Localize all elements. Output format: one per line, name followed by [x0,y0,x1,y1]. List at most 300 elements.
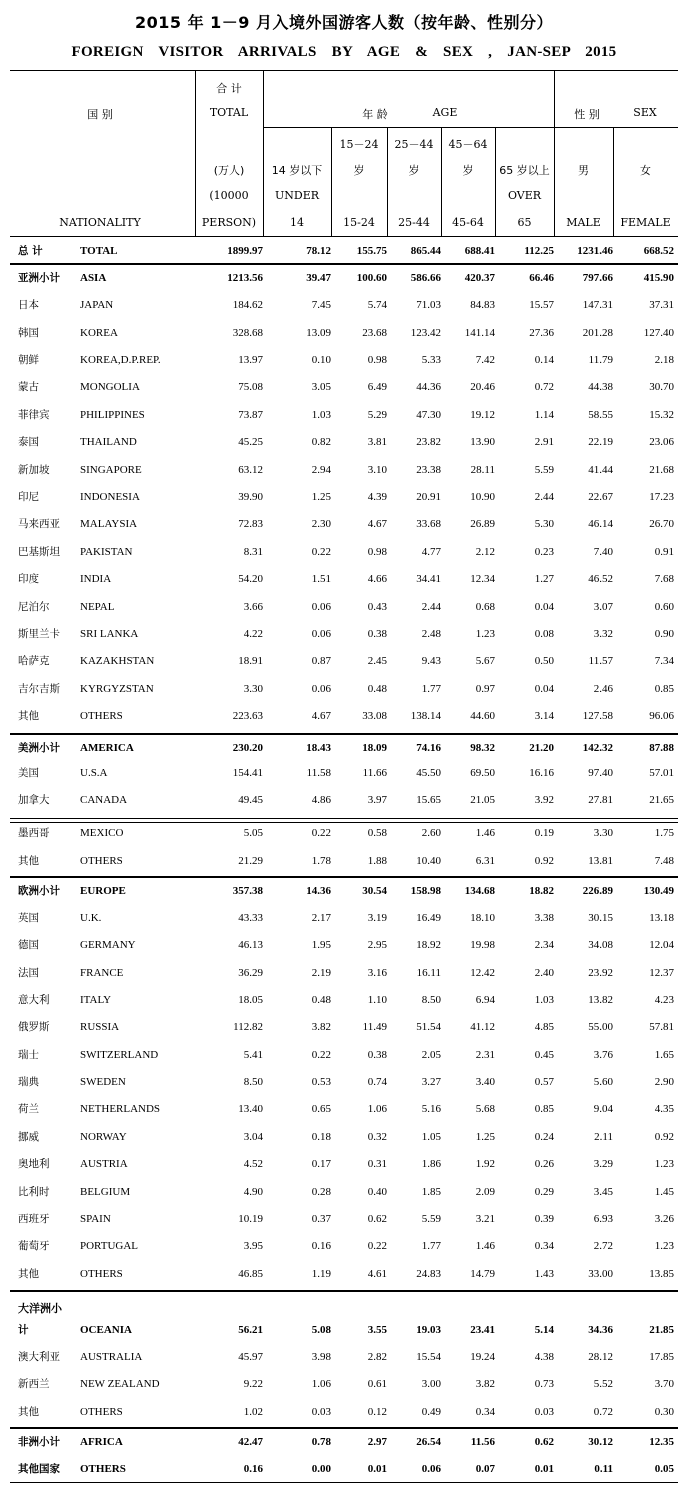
country-name-en: SWEDEN [80,1076,126,1088]
age25-header-range: 25－44 [394,138,434,151]
value-cell: 5.52 [593,1378,613,1390]
country-name-en: OTHERS [80,1406,123,1418]
value-cell: 17.23 [649,491,674,503]
value-cell: 37.31 [649,299,674,311]
value-cell: 0.48 [367,683,387,695]
value-cell: 18.05 [238,994,263,1006]
table-row [10,539,678,566]
value-cell: 18.43 [306,742,331,754]
value-cell: 4.39 [367,491,387,503]
value-cell: 7.48 [654,855,674,867]
value-cell: 2.18 [654,354,674,366]
value-cell: 797.66 [582,272,613,284]
country-name-en: GERMANY [80,939,136,951]
value-cell: 1.25 [475,1131,495,1143]
age15-header-en: 15-24 [343,216,375,229]
value-cell: 0.34 [475,1406,495,1418]
country-name-en: AUSTRIA [80,1158,128,1170]
country-name-en: KYRGYZSTAN [80,683,154,695]
value-cell: 5.67 [475,655,495,667]
value-cell: 3.40 [475,1076,495,1088]
country-name-cn: 西班牙 [18,1213,50,1225]
value-cell: 2.97 [367,1436,387,1448]
value-cell: 4.35 [654,1103,674,1115]
value-cell: 2.19 [311,967,331,979]
value-cell: 0.65 [311,1103,331,1115]
table-row [10,1179,678,1206]
value-cell: 27.81 [588,794,613,806]
value-cell: 0.29 [534,1186,554,1198]
country-name-en: PHILIPPINES [80,409,145,421]
value-cell: 1.23 [654,1158,674,1170]
country-name-en: OTHERS [80,1463,126,1475]
country-name-cn: 菲律宾 [18,409,50,421]
country-name-cn: 意大利 [18,994,50,1006]
section-rule [10,1290,678,1292]
value-cell: 11.79 [588,354,613,366]
value-cell: 0.91 [654,546,674,558]
value-cell: 23.82 [416,436,441,448]
value-cell: 3.92 [534,794,554,806]
value-cell: 2.91 [534,436,554,448]
value-cell: 1.43 [534,1268,554,1280]
value-cell: 33.68 [416,518,441,530]
sex-header-cn: 性 别 [574,108,600,121]
under14-header-cn: 14 岁以下 [271,164,323,177]
value-cell: 1.19 [311,1268,331,1280]
subtotal-row [10,735,678,762]
value-cell: 30.70 [649,381,674,393]
value-cell: 1.46 [475,827,495,839]
value-cell: 45.97 [238,1351,263,1363]
value-cell: 4.77 [421,546,441,558]
value-cell: 43.33 [238,912,263,924]
value-cell: 18.82 [529,885,554,897]
value-cell: 3.30 [243,683,263,695]
value-cell: 13.09 [306,327,331,339]
table-row [10,932,678,959]
value-cell: 123.42 [410,327,441,339]
value-cell: 0.85 [534,1103,554,1115]
country-name-cn: 吉尔吉斯 [18,683,60,695]
over65-header-en-2: 65 [517,216,532,229]
table-row [10,511,678,538]
country-name-cn: 其他 [18,710,39,722]
value-cell: 5.14 [534,1324,554,1336]
value-cell: 138.14 [410,710,441,722]
value-cell: 46.85 [238,1268,263,1280]
total-header-en: TOTAL [209,106,249,119]
value-cell: 8.31 [243,546,263,558]
value-cell: 1.10 [367,994,387,1006]
total-unit-en-2: PERSON) [201,216,257,229]
value-cell: 75.08 [238,381,263,393]
value-cell: 10.90 [470,491,495,503]
value-cell: 55.00 [588,1021,613,1033]
value-cell: 18.09 [362,742,387,754]
value-cell: 36.29 [238,967,263,979]
value-cell: 147.31 [582,299,613,311]
country-name-cn: 德国 [18,939,39,951]
age25-header-cn: 岁 [408,164,420,177]
country-name-cn: 比利时 [18,1186,50,1198]
value-cell: 8.50 [243,1076,263,1088]
value-cell: 142.32 [582,742,613,754]
table-row [10,760,678,787]
value-cell: 30.54 [362,885,387,897]
value-cell: 0.40 [367,1186,387,1198]
value-cell: 3.16 [367,967,387,979]
country-name-en: ITALY [80,994,112,1006]
country-name-en: AUSTRALIA [80,1351,143,1363]
value-cell: 34.08 [588,939,613,951]
value-cell: 2.40 [534,967,554,979]
value-cell: 12.34 [470,573,495,585]
subtotal-row [10,238,678,265]
value-cell: 3.00 [421,1378,441,1390]
value-cell: 226.89 [582,885,613,897]
value-cell: 2.72 [593,1240,613,1252]
value-cell: 4.90 [243,1186,263,1198]
value-cell: 69.50 [470,767,495,779]
value-cell: 21.65 [649,794,674,806]
value-cell: 0.50 [534,655,554,667]
value-cell: 47.30 [416,409,441,421]
value-cell: 3.98 [311,1351,331,1363]
country-name-cn: 韩国 [18,327,39,339]
value-cell: 7.45 [311,299,331,311]
value-cell: 28.11 [470,464,495,476]
value-cell: 0.92 [654,1131,674,1143]
table-row [10,703,678,730]
value-cell: 0.12 [367,1406,387,1418]
value-cell: 5.30 [534,518,554,530]
age15-header-range: 15－24 [339,138,379,151]
value-cell: 1.51 [311,573,331,585]
value-cell: 2.95 [367,939,387,951]
value-cell: 51.54 [416,1021,441,1033]
value-cell: 420.37 [464,272,495,284]
country-name-en: KOREA,D.P.REP. [80,354,161,366]
value-cell: 9.04 [593,1103,613,1115]
country-name-cn: 朝鲜 [18,354,39,366]
value-cell: 11.66 [362,767,387,779]
value-cell: 23.41 [470,1324,495,1336]
value-cell: 87.88 [649,742,674,754]
section-gap-rule [10,818,678,819]
over65-header-cn: 65 岁以上 [499,164,550,177]
value-cell: 3.55 [367,1324,387,1336]
value-cell: 1.88 [367,855,387,867]
value-cell: 0.06 [311,628,331,640]
value-cell: 44.38 [588,381,613,393]
table-row [10,1344,678,1371]
value-cell: 7.68 [654,573,674,585]
country-name-en: AFRICA [80,1436,123,1448]
value-cell: 3.10 [367,464,387,476]
table-row [10,1124,678,1151]
country-name-en: PAKISTAN [80,546,133,558]
value-cell: 45.25 [238,436,263,448]
value-cell: 2.90 [654,1076,674,1088]
value-cell: 155.75 [356,245,387,257]
value-cell: 0.05 [654,1463,674,1475]
value-cell: 112.82 [233,1021,263,1033]
value-cell: 3.82 [475,1378,495,1390]
value-cell: 58.55 [588,409,613,421]
value-cell: 0.73 [534,1378,554,1390]
value-cell: 18.92 [416,939,441,951]
country-name-cn: 哈萨克 [18,655,50,667]
table-row [10,820,678,847]
value-cell: 30.15 [588,912,613,924]
value-cell: 0.16 [243,1463,263,1475]
value-cell: 78.12 [306,245,331,257]
value-cell: 5.29 [367,409,387,421]
value-cell: 1.03 [311,409,331,421]
country-name-cn: 印尼 [18,491,39,503]
value-cell: 328.68 [232,327,263,339]
value-cell: 0.60 [654,601,674,613]
value-cell: 2.44 [421,601,441,613]
value-cell: 5.59 [534,464,554,476]
country-name-cn: 总 计 [18,245,43,257]
value-cell: 14.79 [470,1268,495,1280]
country-name-en: OTHERS [80,710,123,722]
value-cell: 0.03 [311,1406,331,1418]
value-cell: 18.10 [470,912,495,924]
value-cell: 0.28 [311,1186,331,1198]
value-cell: 0.48 [311,994,331,1006]
value-cell: 57.01 [649,767,674,779]
value-cell: 46.14 [588,518,613,530]
value-cell: 98.32 [470,742,495,754]
country-name-en: SRI LANKA [80,628,139,640]
header-divider [263,70,264,236]
value-cell: 26.89 [470,518,495,530]
value-cell: 2.60 [421,827,441,839]
value-cell: 21.85 [649,1324,674,1336]
value-cell: 42.47 [238,1436,263,1448]
value-cell: 46.13 [238,939,263,951]
country-name-en: OTHERS [80,1268,123,1280]
value-cell: 16.49 [416,912,441,924]
country-name-cn: 其他 [18,1268,39,1280]
country-name-en: ASIA [80,272,107,284]
value-cell: 13.97 [238,354,263,366]
title-chinese: 2015 年 1－9 月入境外国游客人数（按年龄、性别分） [134,13,553,32]
value-cell: 5.41 [243,1049,263,1061]
country-name-en: SPAIN [80,1213,111,1225]
value-cell: 0.08 [534,628,554,640]
value-cell: 0.74 [367,1076,387,1088]
subtotal-row [10,265,678,292]
over65-header-en-1: OVER [507,189,542,202]
value-cell: 4.67 [311,710,331,722]
value-cell: 1.78 [311,855,331,867]
value-cell: 24.83 [416,1268,441,1280]
value-cell: 19.12 [470,409,495,421]
value-cell: 73.87 [238,409,263,421]
value-cell: 18.91 [238,655,263,667]
country-name-cn: 巴基斯坦 [18,546,60,558]
country-name-cn: 其他国家 [18,1463,60,1475]
value-cell: 688.41 [464,245,495,257]
country-name-cn: 荷兰 [18,1103,39,1115]
value-cell: 3.30 [593,827,613,839]
value-cell: 0.39 [534,1213,554,1225]
value-cell: 56.21 [238,1324,263,1336]
subtotal-row [10,1317,678,1344]
section-rule [10,1427,678,1429]
value-cell: 201.28 [582,327,613,339]
section-rule [10,263,678,265]
country-name-cn: 马来西亚 [18,518,60,530]
country-name-cn: 瑞典 [18,1076,39,1088]
value-cell: 0.85 [654,683,674,695]
value-cell: 134.68 [464,885,495,897]
value-cell: 23.92 [588,967,613,979]
value-cell: 7.34 [654,655,674,667]
value-cell: 4.22 [243,628,263,640]
value-cell: 5.59 [421,1213,441,1225]
value-cell: 1.46 [475,1240,495,1252]
country-name-en: INDONESIA [80,491,140,503]
value-cell: 223.63 [232,710,263,722]
country-name-en: TOTAL [80,245,118,257]
table-row [10,320,678,347]
value-cell: 0.16 [311,1240,331,1252]
sex-subheader-rule [554,127,678,128]
section-rule [10,733,678,735]
country-name-en: PORTUGAL [80,1240,139,1252]
value-cell: 84.83 [470,299,495,311]
value-cell: 130.49 [643,885,674,897]
value-cell: 2.09 [475,1186,495,1198]
value-cell: 22.67 [588,491,613,503]
country-name-en: SWITZERLAND [80,1049,159,1061]
value-cell: 3.05 [311,381,331,393]
value-cell: 28.12 [588,1351,613,1363]
value-cell: 30.12 [588,1436,613,1448]
title-english: FOREIGN VISITOR ARRIVALS BY AGE & SEX , JAN-SEP 2015 [71,44,617,60]
value-cell: 3.70 [654,1378,674,1390]
value-cell: 184.62 [232,299,263,311]
value-cell: 14.36 [306,885,331,897]
country-name-cn: 其他 [18,1406,39,1418]
value-cell: 46.52 [588,573,613,585]
subtotal-row [10,1456,678,1483]
value-cell: 112.25 [524,245,554,257]
value-cell: 0.06 [421,1463,441,1475]
table-row [10,594,678,621]
value-cell: 2.12 [475,546,495,558]
table-row [10,987,678,1014]
table-row [10,848,678,875]
value-cell: 0.68 [475,601,495,613]
value-cell: 2.94 [311,464,331,476]
age-subheader-rule [263,127,554,128]
value-cell: 23.06 [649,436,674,448]
value-cell: 72.83 [238,518,263,530]
table-row [10,1261,678,1288]
value-cell: 3.32 [593,628,613,640]
country-name-cn: 美洲小计 [18,742,60,754]
country-name-en: NEPAL [80,601,115,613]
under14-header-en-1: UNDER [274,189,320,202]
value-cell: 54.20 [238,573,263,585]
country-name-en: FRANCE [80,967,124,979]
value-cell: 39.90 [238,491,263,503]
sex-header-en: SEX [633,106,657,119]
country-name-cn: 加拿大 [18,794,50,806]
value-cell: 0.92 [534,855,554,867]
value-cell: 1.92 [475,1158,495,1170]
value-cell: 2.11 [594,1131,613,1143]
country-name-cn: 瑞士 [18,1049,39,1061]
value-cell: 2.48 [421,628,441,640]
table-row [10,1151,678,1178]
value-cell: 41.12 [470,1021,495,1033]
total-unit-en-1: (10000 [209,189,249,202]
value-cell: 1899.97 [227,245,263,257]
value-cell: 22.19 [588,436,613,448]
value-cell: 1.05 [421,1131,441,1143]
value-cell: 44.60 [470,710,495,722]
value-cell: 3.82 [311,1021,331,1033]
value-cell: 3.81 [367,436,387,448]
value-cell: 34.41 [416,573,441,585]
value-cell: 26.54 [416,1436,441,1448]
value-cell: 13.82 [588,994,613,1006]
table-row [10,905,678,932]
country-name-en: MONGOLIA [80,381,140,393]
value-cell: 8.50 [421,994,441,1006]
value-cell: 0.11 [594,1463,613,1475]
value-cell: 66.46 [529,272,554,284]
value-cell: 21.05 [470,794,495,806]
value-cell: 0.00 [311,1463,331,1475]
value-cell: 33.08 [362,710,387,722]
country-name-cn: 美国 [18,767,39,779]
value-cell: 127.58 [582,710,613,722]
table-row [10,457,678,484]
value-cell: 1.23 [654,1240,674,1252]
table-row [10,429,678,456]
value-cell: 3.14 [534,710,554,722]
country-name-en: U.K. [80,912,102,924]
value-cell: 20.46 [470,381,495,393]
country-name-cn: 亚洲小计 [18,272,60,284]
value-cell: 1.77 [421,1240,441,1252]
total-unit-cn: (万人) [213,164,245,177]
table-row [10,1069,678,1096]
value-cell: 1.65 [654,1049,674,1061]
value-cell: 0.72 [534,381,554,393]
value-cell: 4.66 [367,573,387,585]
value-cell: 2.44 [534,491,554,503]
value-cell: 12.35 [649,1436,674,1448]
value-cell: 1.25 [311,491,331,503]
value-cell: 3.66 [243,601,263,613]
value-cell: 13.40 [238,1103,263,1115]
value-cell: 0.18 [311,1131,331,1143]
value-cell: 49.45 [238,794,263,806]
value-cell: 0.06 [311,601,331,613]
value-cell: 21.29 [238,855,263,867]
value-cell: 1.85 [421,1186,441,1198]
value-cell: 45.50 [416,767,441,779]
